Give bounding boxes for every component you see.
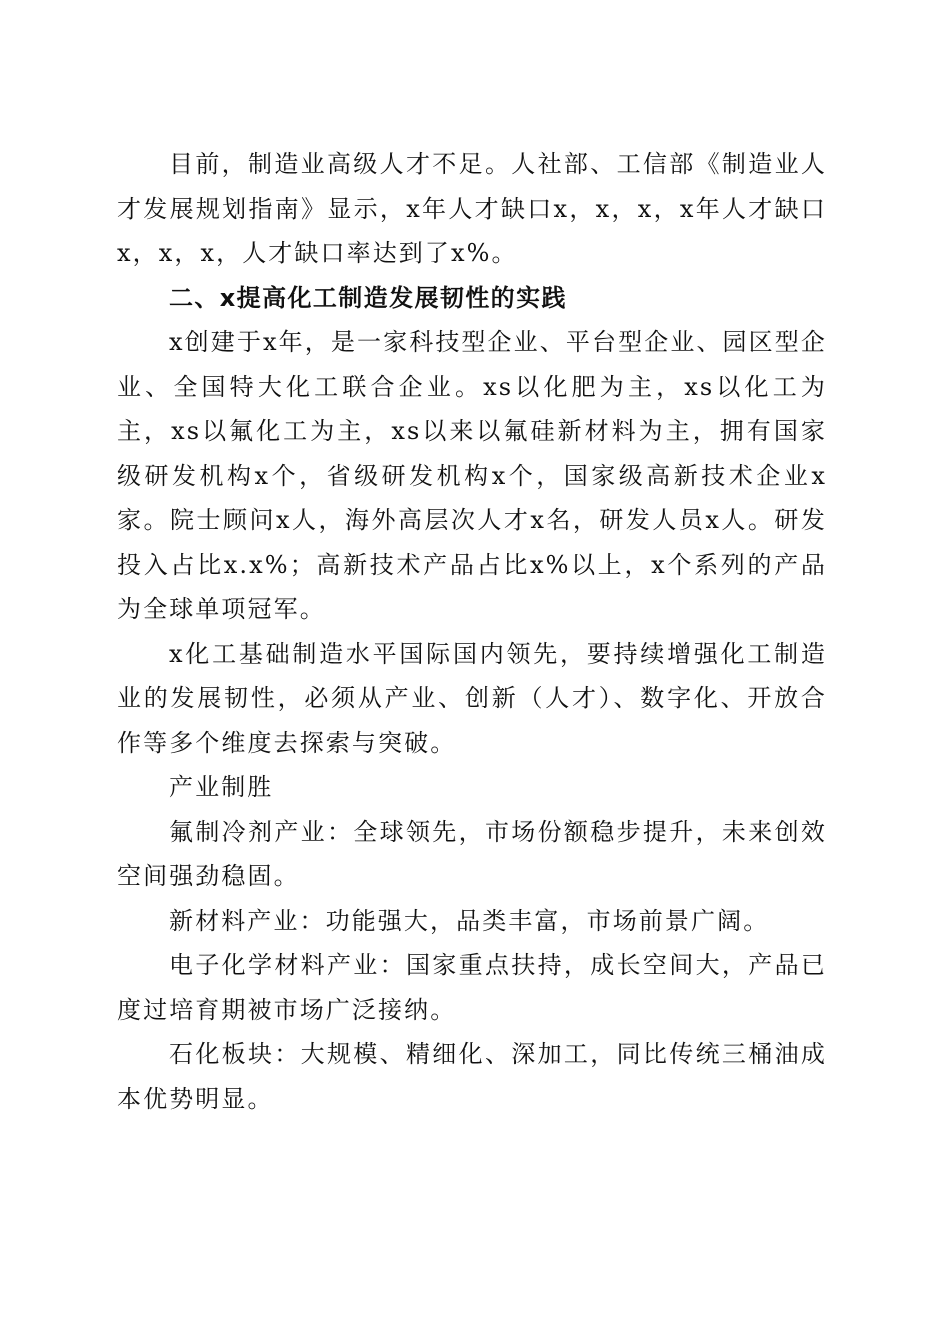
paragraph-refrigerant-industry: 氟制冷剂产业：全球领先，市场份额稳步提升，未来创效空间强劲稳固。: [117, 817, 827, 890]
section-heading-practice: 二、x提高化工制造发展韧性的实践: [169, 283, 567, 312]
paragraph-new-materials: 新材料产业：功能强大，品类丰富，市场前景广阔。: [169, 906, 770, 935]
subheading-industry: 产业制胜: [169, 773, 274, 801]
document-page: [117, 142, 827, 1121]
paragraph-resilience-dimensions: x化工基础制造水平国际国内领先，要持续增强化工制造业的发展韧性，必须从产业、创新（人才）、数字化、开放合作等多个维度去探索与突破。: [117, 639, 827, 757]
paragraph-talent-shortage: 目前，制造业高级人才不足。人社部、工信部《制造业人才发展规划指南》显示，x年人才缺口x，x，x，x年人才缺口x，x，x，人才缺口率达到了x%。: [117, 150, 827, 267]
paragraph-company-intro: x创建于x年，是一家科技型企业、平台型企业、园区型企业、全国特大化工联合企业。xs以化肥为主，xs以化工为主，xs以氟化工为主，xs以来以氟硅新材料为主，拥有国家级研发机构x个，省级研发机构x个，国家级高新技术企业x家。院士顾问x人，海外高层次人才x名，研发人员x人。研发投入占比x.x%；高新技术产品占比x%以上，x个系列的产品为全球单项冠军。: [117, 328, 827, 623]
paragraph-petrochemical: 石化板块：大规模、精细化、深加工，同比传统三桶油成本优势明显。: [117, 1040, 827, 1113]
paragraph-electronic-chemicals: 电子化学材料产业：国家重点扶持，成长空间大，产品已度过培育期被市场广泛接纳。: [117, 951, 827, 1024]
